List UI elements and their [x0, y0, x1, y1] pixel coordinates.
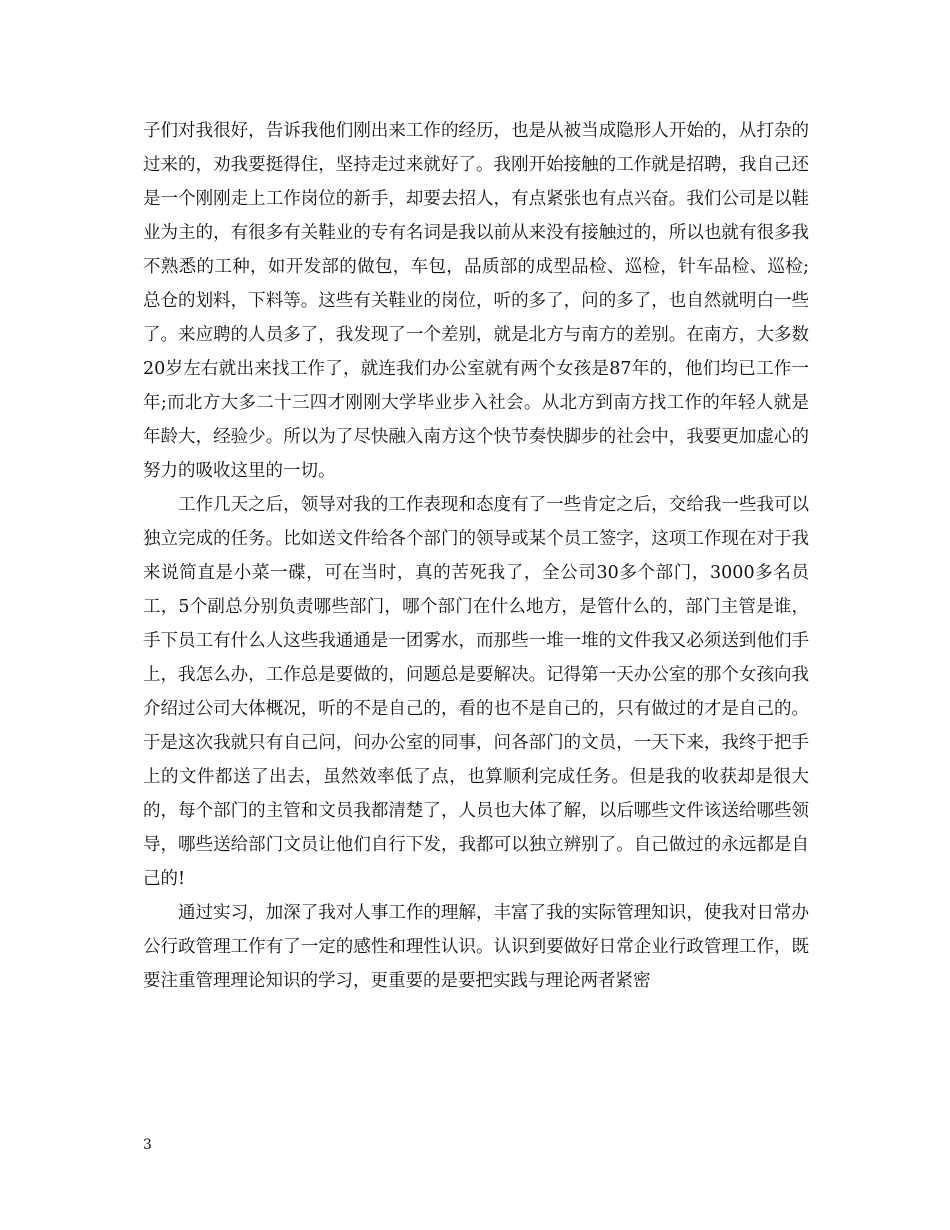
paragraph-3: 通过实习，加深了我对人事工作的理解，丰富了我的实际管理知识，使我对日常办公行政管理工作有了一定的感性和理性认识。认识到要做好日常企业行政管理工作，既要注重管理理论知识的学习，更重要的是要把实践与理论两者紧密 — [143, 903, 809, 991]
paragraph-1: 子们对我很好，告诉我他们刚出来工作的经历，也是从被当成隐形人开始的，从打杂的过来的，劝我要挺得住，坚持走过来就好了。我刚开始接触的工作就是招聘，我自己还是一个刚刚走上工作岗位的新手，却要去招人，有点紧张也有点兴奋。我们公司是以鞋业为主的，有很多有关鞋业的专有名词是我以前从来没有接触过的，所以也就有很多我不熟悉的工种，如开发部的做包，车包，品质部的成型品检、巡检，针车品检、巡检;总仓的划料，下料等。这些有关鞋业的岗位，听的多了，问的多了，也自然就明白一些了。来应聘的人员多了，我发现了一个差别，就是北方与南方的差别。在南方，大多数20岁左右就出来找工作了，就连我们办公室就有两个女孩是87年的，他们均已工作一年;而北方大多二十三四才刚刚大学毕业步入社会。从北方到南方找工作的年轻人就是年龄大，经验少。所以为了尽快融入南方这个快节奏快脚步的社会中，我要更加虚心的努力的吸收这里的一切。 — [143, 121, 809, 481]
page-number: 3 — [143, 1137, 152, 1153]
body-text — [143, 114, 809, 998]
paragraph-2: 工作几天之后，领导对我的工作表现和态度有了一些肯定之后，交给我一些我可以独立完成的任务。比如送文件给各个部门的领导或某个员工签字，这项工作现在对于我来说简直是小菜一碟，可在当时，真的苦死我了，全公司30多个部门，3000多名员工，5个副总分别负责哪些部门，哪个部门在什么地方，是管什么的，部门主管是谁，手下员工有什么人这些我通通是一团雾水，而那些一堆一堆的文件我又必须送到他们手上，我怎么办，工作总是要做的，问题总是要解决。记得第一天办公室的那个女孩向我介绍过公司大体概况，听的不是自己的，看的也不是自己的，只有做过的才是自己的。于是这次我就只有自己问，问办公室的同事，问各部门的文员，一天下来，我终于把手上的文件都送了出去，虽然效率低了点，也算顺利完成任务。但是我的收获却是很大的，每个部门的主管和文员我都清楚了，人员也大体了解，以后哪些文件该送给哪些领导，哪些送给部门文员让他们自行下发，我都可以独立辨别了。自己做过的永远都是自己的! — [143, 495, 809, 889]
